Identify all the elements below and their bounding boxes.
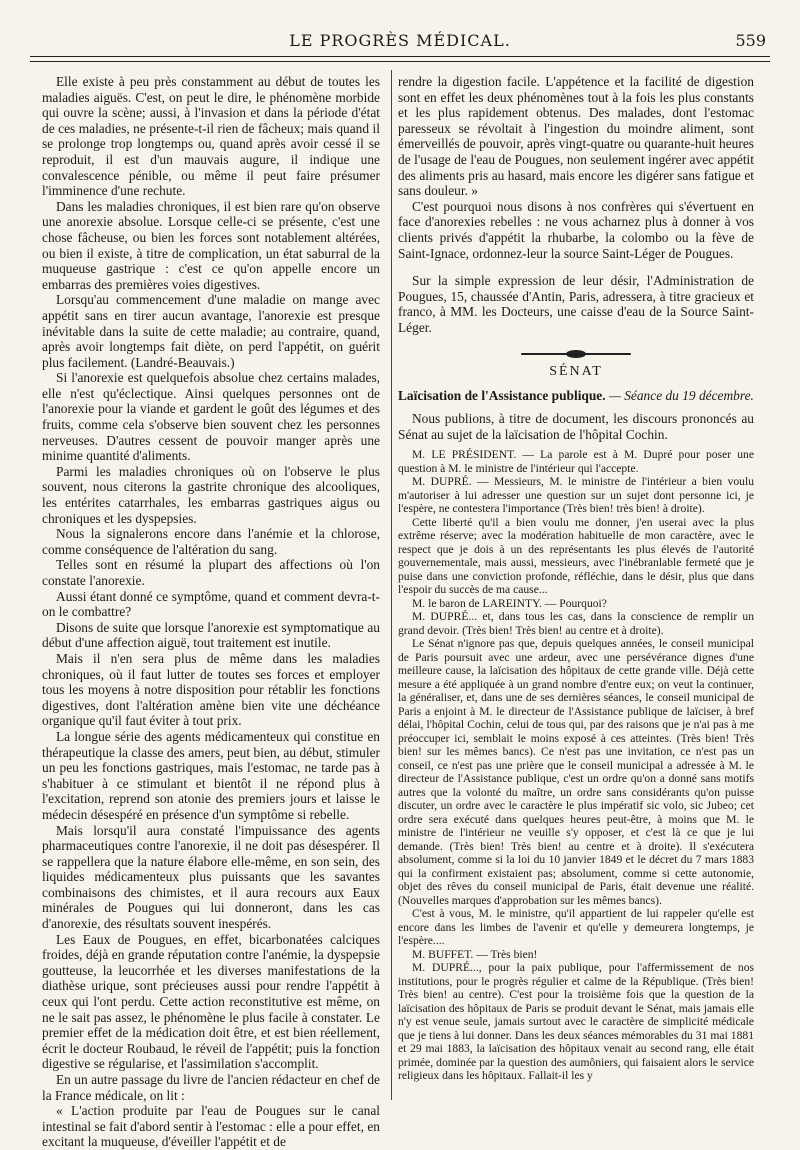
right-column	[398, 74, 754, 1104]
subtitle-session: — Séance du 19 décembre.	[608, 387, 754, 403]
paragraph: rendre la digestion facile. L'appétence et la facilité de digestion sont en effet les deux phénomènes tout à la fois les plus constants et les plus rapidement obtenus. Des malades, dont l'estomac paresseux se révoltait à l'ingestion du moindre aliment, sont émerveillés de pouvoir, après vingt-quatre ou quarante-huit heures de l'usage de l'eau de Pougues, non seulement ingérer avec appétit des aliments pris au hasard, mais encore les digérer sans fatigue et sans douleur. »	[398, 74, 754, 199]
paragraph: Les Eaux de Pougues, en effet, bicarbonatées calciques froides, déjà en grande réputation contre l'anémie, la dyspepsie goutteuse, la leucorrhée et les diverses manifestations de la diathèse urique, sont précieuses aussi pour rendre l'appétit à ceux qui l'ont perdu. Cette action reconstitutive est même, on ne le sait pas assez, le phénomène le plus facile à constater. Le premier effet de la médication doit être, et est bien réellement, écrit le docteur Roubaud, le réveil de l'appétit; puis la fonction digestive se régularise, et l'assimilation s'accomplit.	[42, 931, 380, 1072]
paragraph: Dans les maladies chroniques, il est bien rare qu'on observe une anorexie absolue. Lorsque celle-ci se présente, c'est une chose fâcheuse, ou bien les forces sont notablement altérées, ou bien il existe, à titre de complication, un état saburral de la muqueuse gastrique : c'est ce qu'on appelle encore un embarras des premières voies digestives.	[42, 198, 380, 292]
debate-paragraph: Le Sénat n'ignore pas que, depuis quelques années, le conseil municipal de Paris poursuit avec une ardeur, avec une persévérance dignes d'une meilleure cause, la laïcisation des hôpitaux de cette grande ville. Déjà cette mesure a été appliquée à un grand nombre d'entre eux; on veut la continuer, la généraliser, et, dans une de ses dernières séances, le conseil municipal de Paris a enjoint à M. le directeur de l'Assistance publique de laïciser, à bref délai, l'hôpital Cochin, celui de tous qui, par des raisons que je n'ai pas à me préoccuper ici, semblait le moins exposé à ces atteintes. (Très bien! Très bien! sur les mêmes bancs). Ce n'est pas une invitation, ce n'est pas un conseil, ce n'est pas une prière que le conseil municipal a adressée à M. le directeur de l'Assistance publique, c'est un ordre qu'on a donné sans motifs autres que la volonté du maître, un ordre sans considérants qu'on puisse discuter, un ordre avec le caractère le plus impératif sic volo, sic Jubeo; cet ordre sera exécuté dans quelques heures peut-être, à moins que M. le ministre de l'intérieur ne veuille s'y opposer, et c'est là ce que je lui demande. (Très bien! Très bien! au centre et à droite). Il s'exécutera absolument, comme si la loi du 10 janvier 1849 et le décret du 7 mars 1883 qui la confirment existaient pas; absolument, comme si cette autonomie, objet des rêves du conseil municipal de Paris, était devenue une réalité. (Nouvelles marques d'approbation sur les mêmes bancs).	[398, 637, 754, 907]
section-intro: Nous publions, à titre de document, les discours prononcés au Sénat au sujet de la laïcisation de l'hôpital Cochin.	[398, 411, 754, 442]
paragraph: Elle existe à peu près constamment au début de toutes les maladies aiguës. C'est, on peut le dire, le phénomène morbide qui ouvre la scène; aussi, à l'invasion et dans la période d'état de ces maladies, ne présente-t-il rien de fâcheux; mais quand il se prolonge trop longtemps ou, quand après avoir cessé il se reproduit, il est d'un mauvais augure, il indique une convalescence pénible, ou même il peut faire présumer l'imminence d'une rechute.	[42, 74, 380, 199]
paragraph: En un autre passage du livre de l'ancien rédacteur en chef de la France médicale, on lit :	[42, 1072, 380, 1103]
debate-paragraph: M. BUFFET. — Très bien!	[412, 947, 538, 961]
pougues-notice: Sur la simple expression de leur désir, l'Administration de Pougues, 15, chaussée d'Antin, Paris, adressera, à titre gracieux et franco, à MM. les Docteurs, une caisse d'eau de la Source Saint-Léger.	[398, 273, 754, 335]
column-divider	[391, 70, 392, 1100]
debate-paragraph: Cette liberté qu'il a bien voulu me donner, j'en userai avec la plus extrême réserve; avec la modération habituelle de mon caractère, avec le respect que je dois à un des représentants les plus élevés de l'autorité gouvernementale, mais aussi, messieurs, avec l'inébranlable fermeté que je puise dans une conviction profonde, réfléchie, dans le désir, plus que dans l'espoir du succès de ma cause...	[398, 515, 754, 597]
debate-paragraph: M. DUPRÉ... et, dans tous les cas, dans la conscience de remplir un grand devoir. (Très bien! Très bien! au centre et à droite).	[398, 610, 754, 637]
paragraph: C'est pourquoi nous disons à nos confrères qui s'évertuent en face d'anorexies rebelles : ne vous acharnez plus à donner à vos clients privés d'appétit la rhubarbe, la colombo ou la fève de Saint-Ignace, ordonnez-leur la source Saint-Léger de Pougues.	[398, 198, 754, 261]
section-subtitle	[398, 388, 754, 404]
debate-paragraph: C'est à vous, M. le ministre, qu'il appartient de lui rappeler qu'elle est encore dans les limbes de l'avenir et qu'elle y demeurera longtemps, je l'espère....	[398, 907, 754, 948]
paragraph: Telles sont en résumé la plupart des affections où l'on constate l'anorexie.	[42, 557, 380, 588]
paragraph: Parmi les maladies chroniques où on l'observe le plus souvent, nous citerons la gastrite chronique des alcooliques, les entérites catarrhales, les embarras gastriques aigus ou chroniques et les dyspepsies.	[42, 463, 380, 526]
paragraph: Lorsqu'au commencement d'une maladie on mange avec appétit sans en tirer aucun avantage, l'anorexie est presque inévitable dans la suite de cette maladie; au contraire, quand, après avoir longtemps fait diète, on perd l'appétit, on guérit plus facilement. (Landré-Beauvais.)	[42, 292, 380, 370]
paragraph: Mais il n'en sera plus de même dans les maladies chroniques, où il faut lutter de toutes ses forces et employer tous les moyens à notre disposition pour rétablir les fonctions digestives, dont l'altération amène bien vite une déchéance organique qu'il faut éviter à tout prix.	[42, 650, 380, 729]
paragraph: « L'action produite par l'eau de Pougues sur le canal intestinal se fait d'abord sentir à l'estomac : elle a pour effet, en excitant la muqueuse, d'éveiller l'appétit et de	[42, 1103, 380, 1150]
paragraph: La longue série des agents médicamenteux qui constitue en thérapeutique la classe des amers, peut bien, au début, stimuler un peu les fonctions gastriques, mais l'estomac, ne tarde pas à s'habituer à ce stimulant et bientôt il ne répond plus à l'excitation, reprend son atonie des premiers jours et laisse le médecin désespéré en présence d'un symptôme si rebelle.	[42, 728, 380, 822]
subtitle-main: Laïcisation de l'Assistance publique.	[398, 387, 606, 403]
debate-paragraph: M. DUPRÉ..., pour la paix publique, pour l'affermissement de nos institutions, pour le progrès régulier et calme de la République. (Très bien! Très bien! au centre). C'est pour la troisième fois que la question de la laïcisation des hôpitaux de Paris se produit devant le Sénat, mais jamais elle n'y est venue seule, jamais surtout avec le caractère de simplicité médicale que je tiens à lui donner. Dans les deux séances mémorables du 31 mai 1881 et 29 mai 1883, la laïcisation des hôpitaux venait au second rang, elle était primée, dominée par la question des aumôniers, qui faisaient alors le service religieux dans les hôpitaux. Fallait-il les y	[398, 961, 754, 1083]
left-column	[42, 74, 380, 1150]
paragraph: Mais lorsqu'il aura constaté l'impuissance des agents pharmaceutiques contre l'anorexie, il ne doit pas désespérer. Il se rappellera que la nature élabore elle-même, en son sein, des liquides médicamenteux plus puissants que les savantes combinaisons des chimistes, et il aura recours aux Eaux minérales de Pougues qui lui donneront, dans les cas d'anorexie, des résultats souvent inespérés.	[42, 822, 380, 932]
page-header	[30, 28, 770, 54]
running-title: LE PROGRÈS MÉDICAL.	[289, 31, 511, 50]
paragraph: Disons de suite que lorsque l'anorexie est symptomatique au début d'une affection aiguë, tout traitement est inutile.	[42, 619, 380, 651]
page-number: 559	[735, 31, 766, 50]
section-ornament	[521, 350, 631, 358]
header-rule	[30, 56, 770, 62]
debate-paragraph: M. DUPRÉ. — Messieurs, M. le ministre de l'intérieur a bien voulu m'autoriser à lui adresser une question sur un sujet dont personne ici, je l'espère, ne contestera l'importance (Très bien! très bien! à droite).	[398, 475, 754, 516]
debate-transcript	[398, 448, 754, 1083]
section-title: SÉNAT	[549, 363, 603, 379]
paragraph: Aussi étant donné ce symptôme, quand et comment devra-t-on le combattre?	[42, 588, 380, 620]
debate-paragraph: M. LE PRÉSIDENT. — La parole est à M. Dupré pour poser une question à M. le ministre de l'intérieur qui l'accepte.	[398, 448, 754, 475]
paragraph: Nous la signalerons encore dans l'anémie et la chlorose, comme conséquence de l'altération du sang.	[42, 526, 380, 557]
debate-paragraph: M. le baron de LAREINTY. — Pourquoi?	[412, 596, 607, 610]
paragraph: Si l'anorexie est quelquefois absolue chez certains malades, elle n'est qu'éclectique. Ainsi quelques personnes ont de l'anorexie pour la viande et gardent le goût des légumes et des fruits, comme cela s'observe bien souvent chez les personnes nerveuses. D'autres cessent de pouvoir manger après une minime quantité d'aliments.	[42, 370, 380, 464]
